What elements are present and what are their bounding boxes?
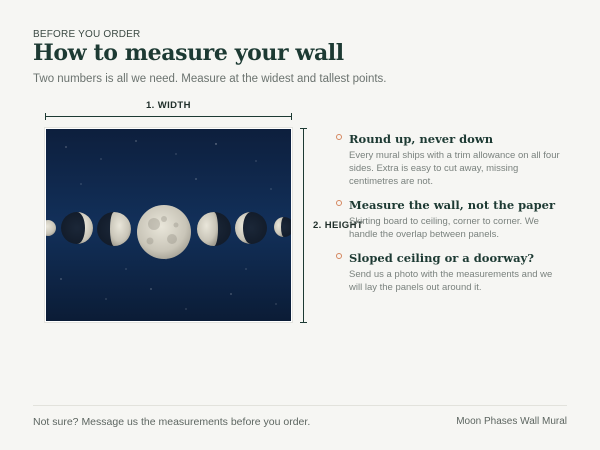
footer-product-name: Moon Phases Wall Mural (456, 416, 567, 427)
tip-measure-wall (336, 198, 566, 241)
width-line (45, 116, 292, 117)
tip-body: Send us a photo with the measurements and we will lay the panels out around it. (349, 269, 553, 293)
page-title: How to measure your wall (33, 40, 344, 66)
tip-title: Round up, never down (349, 132, 494, 146)
tip-body: Every mural ships with a trim allowance on all four sides. Extra is easy to cut away, missing centimetres are not. (349, 150, 560, 187)
footer-note: Not sure? Message us the measurements before you order. (33, 416, 311, 428)
height-tick-start (300, 128, 307, 129)
width-label: 1. WIDTH (146, 100, 191, 111)
page-subtitle: Two numbers is all we need. Measure at the widest and tallest points. (33, 73, 387, 85)
bullet-icon (336, 134, 342, 140)
bullet-icon (336, 253, 342, 259)
width-tick-end (291, 113, 292, 120)
tip-sloped-ceiling (336, 251, 566, 294)
height-dimension-line (300, 128, 307, 323)
bullet-icon (336, 200, 342, 206)
tip-title: Measure the wall, not the paper (349, 198, 556, 212)
height-tick-end (300, 322, 307, 323)
width-tick-start (45, 113, 46, 120)
moon-phases-illustration (46, 129, 291, 321)
eyebrow-label: BEFORE YOU ORDER (33, 29, 141, 40)
height-line (303, 128, 304, 323)
tip-body: Skirting board to ceiling, corner to corner. We handle the overlap between panels. (349, 216, 539, 240)
moon-phases-photo (45, 128, 292, 322)
tip-round-up (336, 132, 566, 188)
footer-divider (33, 405, 567, 406)
measuring-tips-list (336, 132, 566, 304)
width-dimension-line (45, 113, 292, 120)
height-label: 2. HEIGHT (313, 220, 364, 231)
tip-title: Sloped ceiling or a doorway? (349, 251, 534, 265)
